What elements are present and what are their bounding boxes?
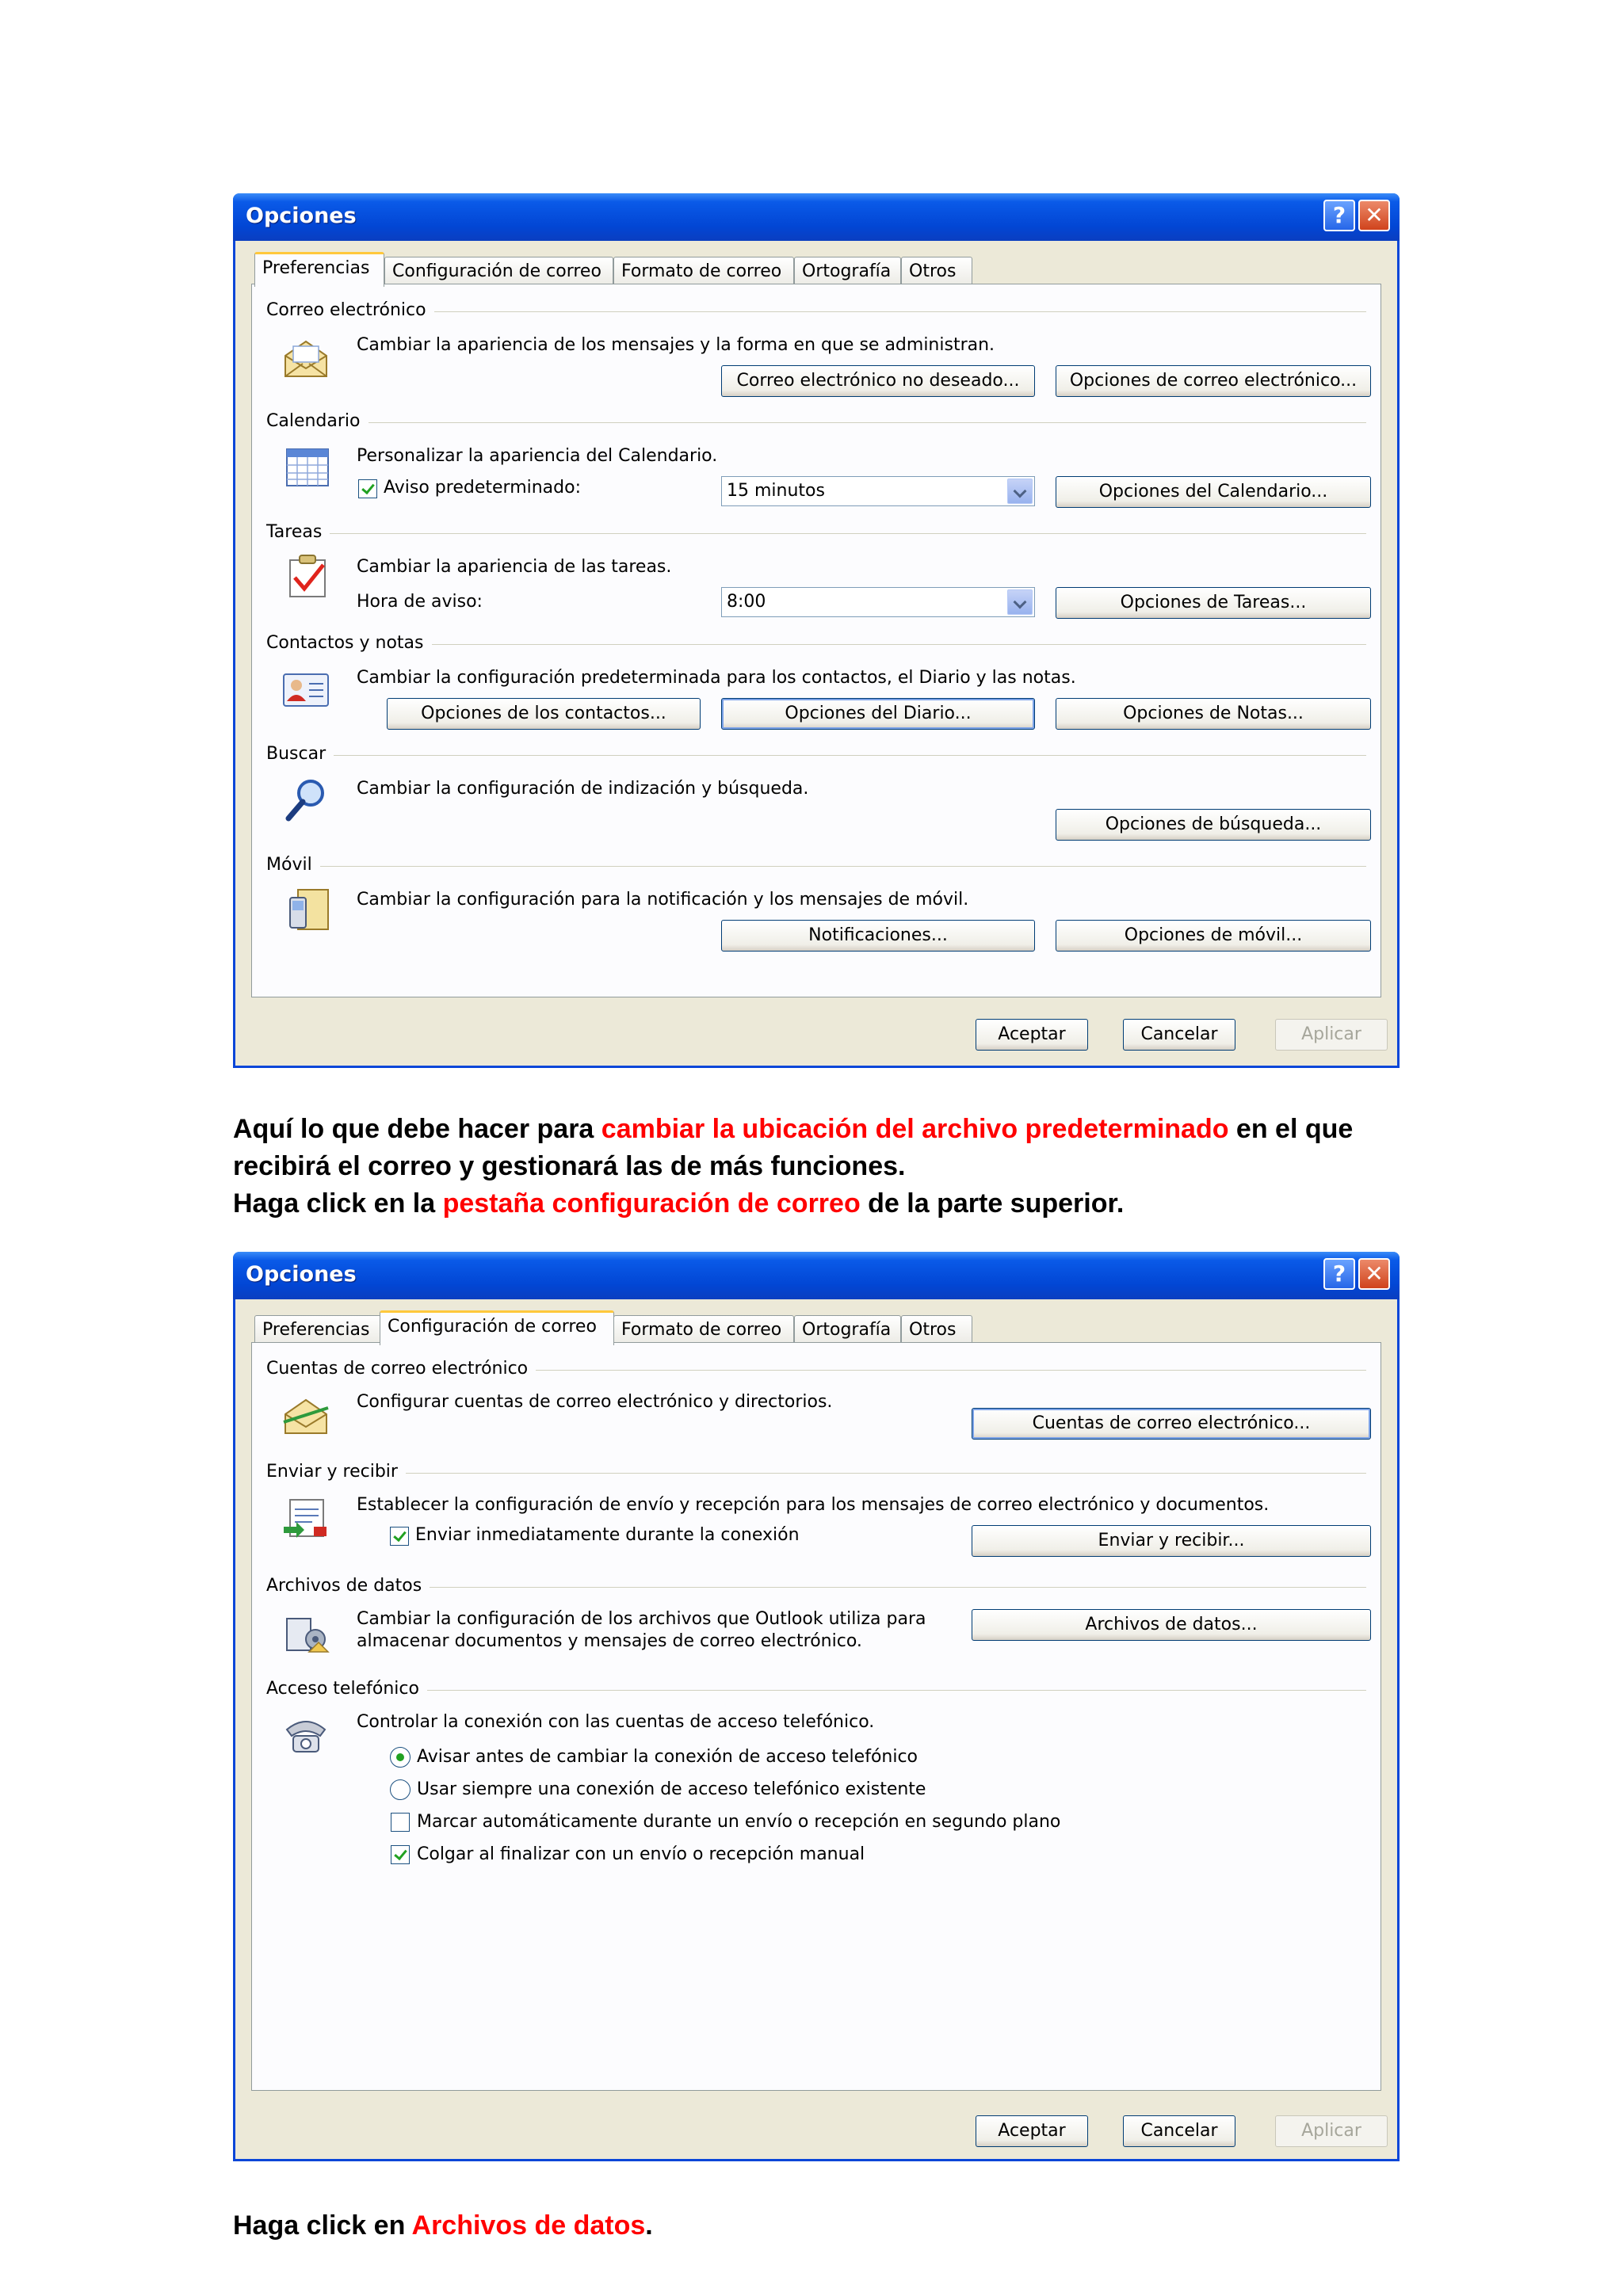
send-immediately-label: Enviar inmediatamente durante la conexión (415, 1525, 800, 1545)
journal-options-button[interactable]: Opciones del Diario... (721, 698, 1035, 730)
section-description-2: almacenar documentos y mensajes de correo electrónico. (357, 1631, 862, 1651)
warn-before-switch-radio[interactable] (390, 1747, 411, 1768)
email-accounts-button[interactable]: Cuentas de correo electrónico... (972, 1408, 1371, 1440)
auto-dial-checkbox[interactable] (391, 1813, 410, 1832)
instruction-line-4 (233, 2207, 653, 2245)
cancel-button[interactable]: Cancelar (1123, 1019, 1235, 1051)
section-description: Cambiar la configuración de indización y búsqueda. (357, 779, 809, 799)
ok-button[interactable]: Aceptar (976, 1019, 1088, 1051)
close-button[interactable]: ✕ (1358, 1258, 1390, 1290)
chevron-down-icon[interactable] (1007, 589, 1033, 615)
tab-ortografia[interactable]: Ortografía (794, 1315, 901, 1344)
tasks-icon (282, 551, 333, 601)
section-description: Personalizar la apariencia del Calendario. (357, 446, 718, 466)
contacts-icon (281, 665, 331, 715)
tab-formato-correo[interactable]: Formato de correo (613, 1315, 794, 1344)
section-header: Acceso telefónico (266, 1679, 427, 1699)
notes-options-button[interactable]: Opciones de Notas... (1056, 698, 1371, 730)
reminder-time-select[interactable] (721, 476, 1035, 506)
search-options-button[interactable]: Opciones de búsqueda... (1056, 809, 1371, 841)
help-button[interactable]: ? (1323, 1258, 1355, 1290)
data-files-icon (281, 1608, 331, 1658)
section-description: Cambiar la apariencia de los mensajes y la forma en que se administran. (357, 335, 995, 355)
instruction-line-1 (233, 1111, 1353, 1148)
section-description: Cambiar la apariencia de las tareas. (357, 557, 672, 577)
title-bar[interactable] (233, 1252, 1400, 1299)
calendar-options-button[interactable]: Opciones del Calendario... (1056, 476, 1371, 508)
section-description: Configurar cuentas de correo electrónico y directorios. (357, 1392, 833, 1412)
section-description: Cambiar la configuración para la notificación y los mensajes de móvil. (357, 890, 969, 910)
junk-mail-button[interactable]: Correo electrónico no deseado... (721, 365, 1035, 397)
tab-formato-correo[interactable]: Formato de correo (613, 257, 794, 285)
tab-configuracion-correo[interactable]: Configuración de correo (384, 257, 613, 285)
instruction-text: Haga click en la (233, 1188, 443, 1219)
section-description: Controlar la conexión con las cuentas de acceso telefónico. (357, 1712, 875, 1732)
default-reminder-checkbox[interactable] (358, 479, 377, 498)
highlight-text: Archivos de datos (411, 2210, 646, 2241)
options-dialog-preferences (233, 193, 1400, 1068)
tab-configuracion-correo[interactable]: Configuración de correo (380, 1310, 614, 1345)
mobile-options-button[interactable]: Opciones de móvil... (1056, 920, 1371, 952)
section-header: Cuentas de correo electrónico (266, 1359, 536, 1379)
highlight-text: cambiar la ubicación del archivo predeterminado (601, 1114, 1229, 1144)
reminder-hour-value: 8:00 (727, 592, 766, 612)
tab-panel (251, 284, 1381, 997)
section-header: Contactos y notas (266, 633, 432, 653)
send-receive-button[interactable]: Enviar y recibir... (972, 1525, 1371, 1557)
dialog-title: Opciones (246, 204, 357, 228)
default-reminder-label: Aviso predeterminado: (384, 478, 581, 498)
instruction-text: de la parte superior. (860, 1188, 1125, 1219)
notifications-button[interactable]: Notificaciones... (721, 920, 1035, 952)
hang-up-checkbox[interactable] (391, 1845, 410, 1864)
always-use-existing-label: Usar siempre una conexión de acceso telefónico existente (417, 1779, 926, 1799)
apply-button[interactable]: Aplicar (1275, 1019, 1388, 1051)
contacts-options-button[interactable]: Opciones de los contactos... (387, 698, 701, 730)
hang-up-label: Colgar al finalizar con un envío o recepción manual (417, 1844, 865, 1864)
section-header: Buscar (266, 744, 334, 764)
section-header: Móvil (266, 855, 320, 875)
always-use-existing-radio[interactable] (390, 1779, 411, 1800)
tasks-options-button[interactable]: Opciones de Tareas... (1056, 587, 1371, 619)
cancel-button[interactable]: Cancelar (1123, 2115, 1235, 2147)
section-description: Establecer la configuración de envío y recepción para los mensajes de correo electrónico y documentos. (357, 1495, 1270, 1515)
help-button[interactable]: ? (1323, 200, 1355, 231)
reminder-hour-label: Hora de aviso: (357, 592, 483, 612)
title-bar[interactable] (233, 193, 1400, 241)
send-immediately-checkbox[interactable] (390, 1527, 409, 1546)
instruction-line-2: recibirá el correo y gestionará las de más funciones. (233, 1151, 906, 1181)
section-header: Enviar y recibir (266, 1462, 406, 1482)
email-options-button[interactable]: Opciones de correo electrónico... (1056, 365, 1371, 397)
envelope-icon (281, 334, 331, 384)
section-header: Calendario (266, 411, 369, 431)
auto-dial-label: Marcar automáticamente durante un envío o recepción en segundo plano (417, 1812, 1061, 1832)
section-header: Archivos de datos (266, 1576, 430, 1596)
instruction-text: Aquí lo que debe hacer para (233, 1114, 601, 1144)
section-header: Correo electrónico (266, 300, 434, 320)
reminder-hour-select[interactable] (721, 587, 1035, 617)
tab-otros[interactable]: Otros (901, 257, 972, 285)
instruction-text: en el que (1228, 1114, 1354, 1144)
email-accounts-icon (281, 1390, 331, 1441)
instruction-line-3 (233, 1185, 1124, 1222)
data-files-button[interactable]: Archivos de datos... (972, 1609, 1371, 1641)
tab-ortografia[interactable]: Ortografía (794, 257, 901, 285)
options-dialog-mail-setup (233, 1252, 1400, 2161)
ok-button[interactable]: Aceptar (976, 2115, 1088, 2147)
phone-icon (281, 1709, 331, 1760)
warn-before-switch-label: Avisar antes de cambiar la conexión de acceso telefónico (417, 1747, 918, 1767)
dialog-title: Opciones (246, 1262, 357, 1287)
search-icon (281, 774, 331, 825)
instruction-text: Haga click en (233, 2210, 412, 2241)
close-button[interactable]: ✕ (1358, 200, 1390, 231)
tab-otros[interactable]: Otros (901, 1315, 972, 1344)
calendar-icon (282, 441, 333, 492)
tab-panel (251, 1342, 1381, 2091)
reminder-time-value: 15 minutos (727, 481, 825, 501)
highlight-text: pestaña configuración de correo (442, 1188, 861, 1219)
tab-preferencias[interactable]: Preferencias (254, 252, 384, 287)
tab-preferencias[interactable]: Preferencias (254, 1315, 381, 1344)
chevron-down-icon[interactable] (1007, 479, 1033, 504)
apply-button[interactable]: Aplicar (1275, 2115, 1388, 2147)
instruction-text: . (645, 2210, 653, 2241)
send-receive-icon (281, 1492, 331, 1543)
section-description-1: Cambiar la configuración de los archivos que Outlook utiliza para (357, 1609, 926, 1629)
mobile-icon (284, 883, 334, 934)
section-header: Tareas (266, 522, 330, 542)
section-description: Cambiar la configuración predeterminada para los contactos, el Diario y las notas. (357, 668, 1076, 688)
